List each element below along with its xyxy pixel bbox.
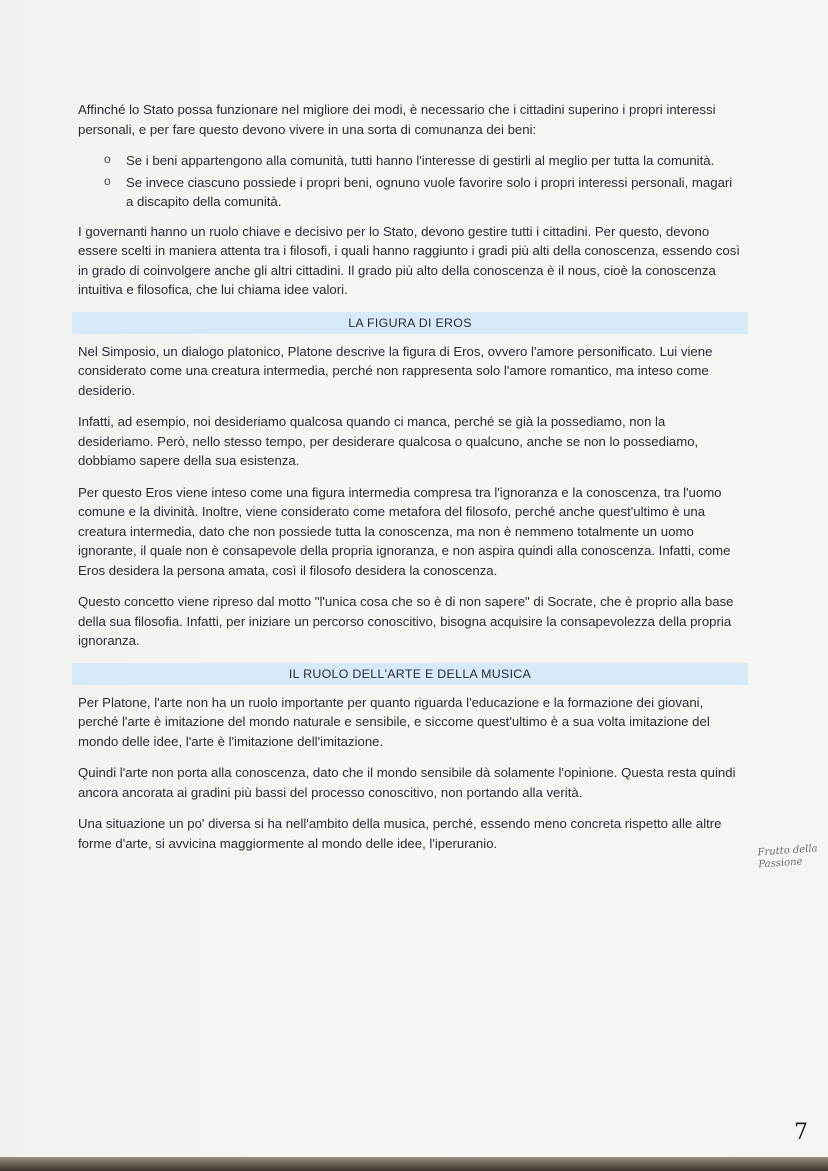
section-heading-eros: LA FIGURA DI EROS [72, 312, 748, 334]
section-heading-arte-musica: IL RUOLO DELL'ARTE E DELLA MUSICA [72, 663, 748, 685]
bullet-beni-comunita: o Se i beni appartengono alla comunità, tutti hanno l'interesse di gestirli al meglio per tutta la comunità. [126, 151, 742, 171]
page-bottom-edge [0, 1157, 828, 1171]
handwritten-margin-note: Frutto della Passione [757, 843, 818, 871]
page-content [78, 100, 742, 865]
paragraph-socrate: Questo concetto viene ripreso dal motto "l'unica cosa che so è di non sapere" di Socrate, che è proprio alla base della sua filosofia. Infatti, per iniziare un percorso conoscitivo, bisogna acquisire la consapevolezza della propria ignoranza. [78, 594, 734, 648]
paragraph-musica: Una situazione un po' diversa si ha nell'ambito della musica, perché, essendo meno concreta rispetto alle altre forme d'arte, si avvicina maggiormente al mondo delle idee, l'iperuranio. [78, 816, 722, 851]
paragraph-simposio: Nel Simposio, un dialogo platonico, Platone descrive la figura di Eros, ovvero l'amore personificato. Lui viene considerato come una creatura intermedia, perché non rappresenta solo l'amore romantico, ma inteso come desiderio. [78, 343, 713, 398]
paragraph-arte: Per Platone, l'arte non ha un ruolo importante per quanto riguarda l'educazione e la formazione dei giovani, perché l'arte è imitazione del mondo naturale e sensibile, e siccome quest'ultimo è a sua volta imitazione del mondo delle idee, l'arte è l'imitazione dell'imitazione. [78, 694, 710, 749]
paragraph-governanti: I governanti hanno un ruolo chiave e decisivo per lo Stato, devono gestire tutti i cittadini. Per questo, devono essere scelti in maniera attenta tra i filosofi, i quali hanno raggiunto i gradi più alti della conoscenza, essendo così in grado di coinvolgere anche gli altri cittadini. Il grado più alto della conoscenza è il nous, cioè la conoscenza intuitiva e filosofica, che lui chiama idee valori. [78, 223, 740, 297]
page-number: 7 [794, 1120, 808, 1145]
bullet-beni-propri: o Se invece ciascuno possiede i propri beni, ognuno vuole favorire solo i propri interessi personali, magari a discapito della comunità. [126, 173, 742, 212]
paragraph-stato: Affinché lo Stato possa funzionare nel migliore dei modi, è necessario che i cittadini superino i propri interessi personali, e per fare questo devono vivere in una sorta di comunanza dei beni: [78, 102, 716, 137]
paragraph-desiderio: Infatti, ad esempio, noi desideriamo qualcosa quando ci manca, perché se già la possediamo, non la desideriamo. Però, nello stesso tempo, per desiderare qualcosa o qualcuno, anche se non lo possediamo, dobbiamo sapere della sua esistenza. [78, 414, 699, 468]
paragraph-eros-intermedia: Per questo Eros viene inteso come una figura intermedia compresa tra l'ignoranza e la conoscenza, tra l'uomo comune e la divinità. Inoltre, viene considerato come metafora del filosofo, perché anche quest'ultimo è una creatura intermedia, dato che non possiede tutta la conoscenza, ma non è nemmeno totalmente un uomo ignorante, il quale non è consapevole della propria ignoranza, e non aspira quindi alla conoscenza. Infatti, come Eros desidera la persona amata, così il filosofo desidera la conoscenza. [78, 484, 731, 578]
paragraph-conoscenza: Quindi l'arte non porta alla conoscenza, dato che il mondo sensibile dà solamente l'opinione. Questa resta quindi ancora ancorata ai gradini più bassi del processo conoscitivo, non portando alla verità. [78, 765, 736, 800]
bullet-list [78, 151, 742, 212]
